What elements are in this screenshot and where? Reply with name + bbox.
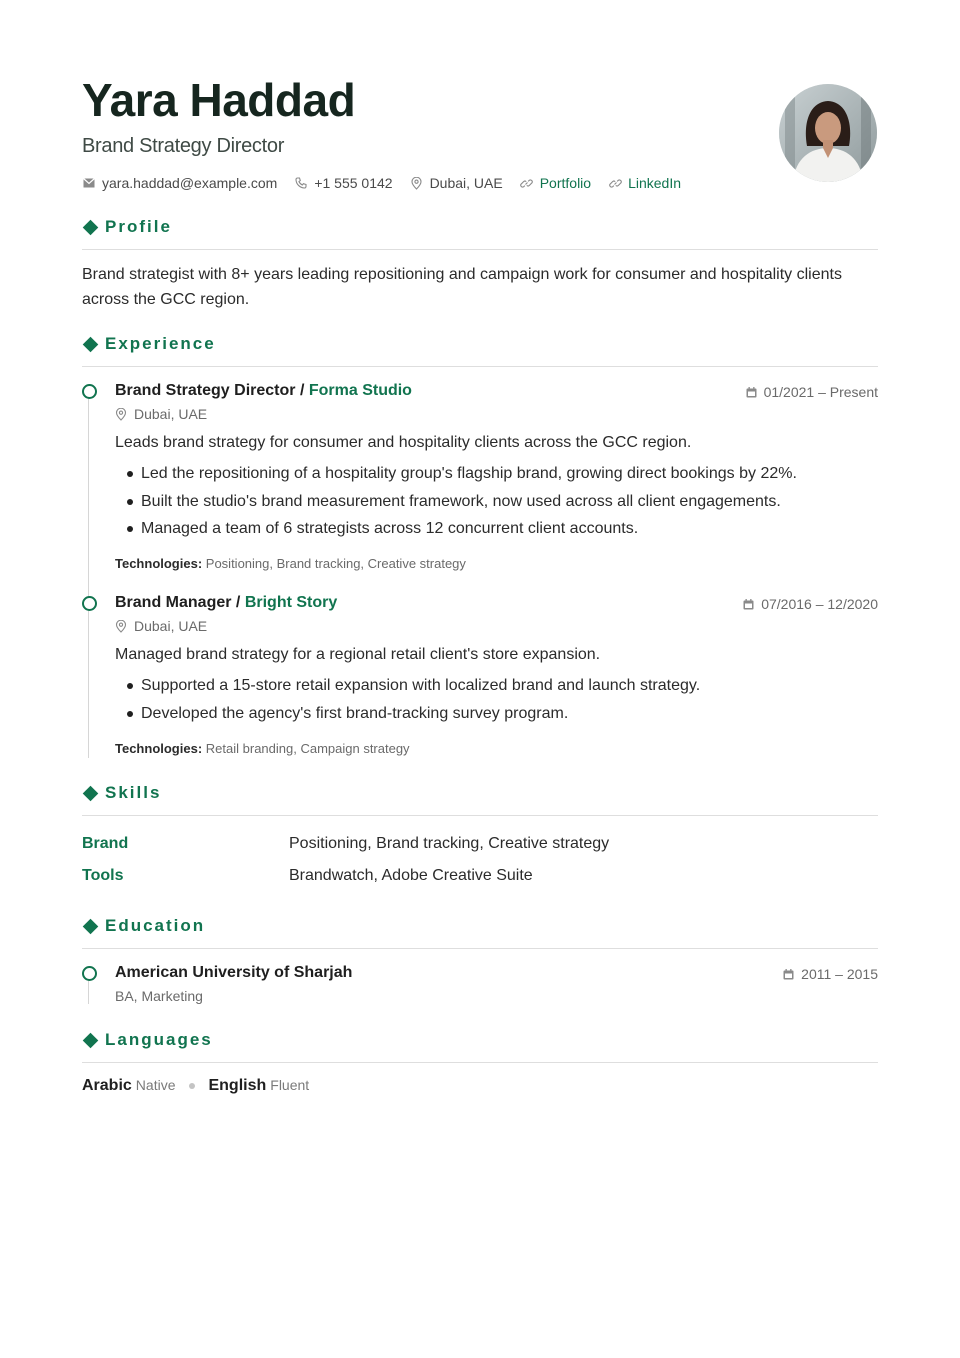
timeline-line <box>88 980 89 1004</box>
job-bullets <box>126 460 797 543</box>
calendar-icon <box>743 599 754 610</box>
diamond-icon <box>83 919 99 935</box>
job-title-line <box>115 593 337 613</box>
job-technologies <box>115 741 410 756</box>
contact-location-text: Dubai, UAE <box>429 175 503 191</box>
skills-section-header <box>82 783 878 816</box>
contact-location <box>410 175 503 191</box>
contact-phone[interactable] <box>294 175 392 191</box>
list-item: Supported a 15-store retail expansion with localized brand and launch strategy. <box>126 672 700 700</box>
job-company: Forma Studio <box>308 382 412 399</box>
job-separator: / <box>231 594 245 611</box>
job-location <box>115 618 207 634</box>
job-location-text: Dubai, UAE <box>134 406 208 422</box>
language-level: Native <box>135 1077 176 1093</box>
language-name: English <box>208 1077 267 1094</box>
timeline-dot <box>82 596 97 611</box>
section-title-profile: Profile <box>105 217 172 236</box>
timeline-dot <box>82 966 97 981</box>
tech-label: Technologies: <box>115 741 203 756</box>
job-dates <box>743 596 878 612</box>
calendar-icon <box>746 387 757 398</box>
experience-section-header <box>82 334 878 367</box>
education-section-header <box>82 916 878 949</box>
mail-icon <box>82 176 96 190</box>
contact-row <box>82 172 698 194</box>
education-school <box>115 963 352 983</box>
separator-dot <box>189 1083 195 1089</box>
language-name: Arabic <box>82 1077 132 1094</box>
job-technologies <box>115 556 466 571</box>
profile-section-header <box>82 217 878 250</box>
language-item <box>82 1077 175 1095</box>
diamond-icon <box>83 1033 99 1049</box>
diamond-icon <box>83 337 99 353</box>
link-icon <box>608 176 622 190</box>
school-name: American University of Sharjah <box>115 964 353 981</box>
diamond-icon <box>83 786 99 802</box>
diamond-icon <box>83 220 99 236</box>
phone-icon <box>294 176 308 190</box>
candidate-name: Yara Haddad <box>82 74 356 126</box>
skill-items: Positioning, Brand tracking, Creative strategy <box>289 835 610 852</box>
list-item: Developed the agency's first brand-tracking survey program. <box>126 700 700 728</box>
job-separator: / <box>295 382 309 399</box>
education-dates-text: 2011 – 2015 <box>801 966 878 982</box>
job-dates <box>746 384 878 400</box>
language-level: Fluent <box>270 1077 310 1093</box>
languages-list <box>82 1077 309 1095</box>
profile-photo <box>779 84 877 182</box>
list-item: Led the repositioning of a hospitality group's flagship brand, growing direct bookings by 22%. <box>126 460 797 488</box>
location-icon <box>115 408 127 421</box>
timeline-line <box>88 398 89 758</box>
job-dates-text: 07/2016 – 12/2020 <box>761 596 878 612</box>
calendar-icon <box>783 969 794 980</box>
profile-summary: Brand strategist with 8+ years leading repositioning and campaign work for consumer and hospitality clients across the GCC region. <box>82 266 842 308</box>
contact-linkedin-link[interactable] <box>608 175 681 191</box>
location-icon <box>115 620 127 633</box>
link-icon <box>520 176 534 190</box>
languages-section-header <box>82 1030 878 1063</box>
section-title-experience: Experience <box>105 334 216 353</box>
contact-phone-text: +1 555 0142 <box>314 175 393 191</box>
education-degree: BA, Marketing <box>115 988 203 1004</box>
job-location-text: Dubai, UAE <box>134 618 208 634</box>
tech-list: Positioning, Brand tracking, Creative strategy <box>205 556 466 571</box>
location-icon <box>410 176 424 190</box>
tech-label: Technologies: <box>115 556 203 571</box>
section-title-education: Education <box>105 916 206 935</box>
job-role: Brand Strategy Director <box>115 382 296 399</box>
contact-portfolio-text: Portfolio <box>539 175 592 191</box>
list-item: Managed a team of 6 strategists across 12 concurrent client accounts. <box>126 515 797 543</box>
section-title-skills: Skills <box>105 783 162 802</box>
job-title-line <box>115 381 412 401</box>
list-item: Built the studio's brand measurement framework, now used across all client engagements. <box>126 488 797 516</box>
section-title-languages: Languages <box>105 1030 213 1049</box>
job-location <box>115 406 207 422</box>
job-summary: Managed brand strategy for a regional retail client's store expansion. <box>115 646 601 663</box>
candidate-title: Brand Strategy Director <box>82 135 285 157</box>
skill-category: Brand <box>82 835 129 852</box>
language-item <box>208 1077 309 1095</box>
skill-category: Tools <box>82 867 124 884</box>
contact-linkedin-text: LinkedIn <box>628 175 682 191</box>
job-role: Brand Manager <box>115 594 232 611</box>
job-summary: Leads brand strategy for consumer and hospitality clients across the GCC region. <box>115 434 692 451</box>
timeline-dot <box>82 384 97 399</box>
contact-email[interactable] <box>82 175 277 191</box>
tech-list: Retail branding, Campaign strategy <box>205 741 410 756</box>
job-dates-text: 01/2021 – Present <box>763 384 878 400</box>
skill-items: Brandwatch, Adobe Creative Suite <box>289 867 533 884</box>
job-company: Bright Story <box>244 594 338 611</box>
contact-email-text: yara.haddad@example.com <box>102 175 278 191</box>
education-dates <box>783 966 878 982</box>
job-bullets <box>126 672 700 727</box>
contact-portfolio-link[interactable] <box>520 175 591 191</box>
